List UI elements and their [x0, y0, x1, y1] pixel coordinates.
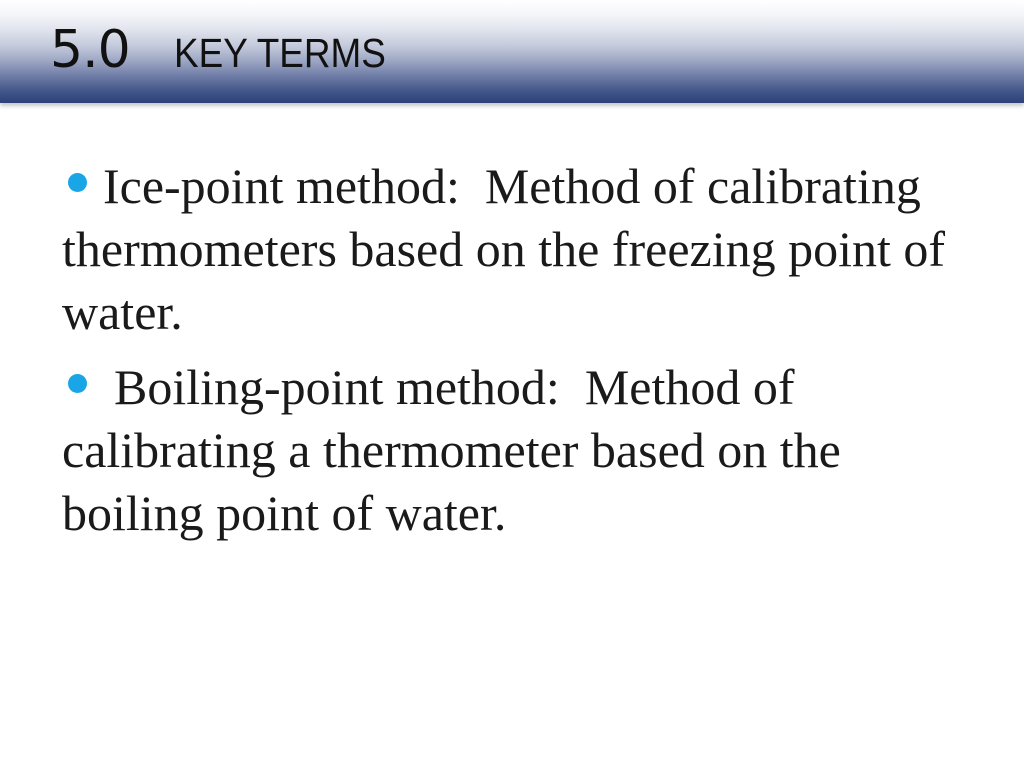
term-definition: Method of calibrating thermometers based on the freezing point of water. [62, 158, 946, 340]
bullet-icon [68, 173, 87, 192]
term-label: Boiling-point method: [114, 359, 560, 415]
slide-title: KEY TERMS [174, 30, 386, 76]
term-item-boiling-point [62, 356, 982, 545]
term-definition: Method of calibrating a thermometer based on the boiling point of water. [62, 359, 841, 541]
term-item-ice-point [62, 155, 982, 344]
bullet-icon [68, 374, 87, 393]
term-label: Ice-point method: [103, 158, 460, 214]
slide-body [62, 155, 982, 545]
header-bar [0, 0, 1024, 103]
section-number: 5.0 [50, 20, 130, 80]
